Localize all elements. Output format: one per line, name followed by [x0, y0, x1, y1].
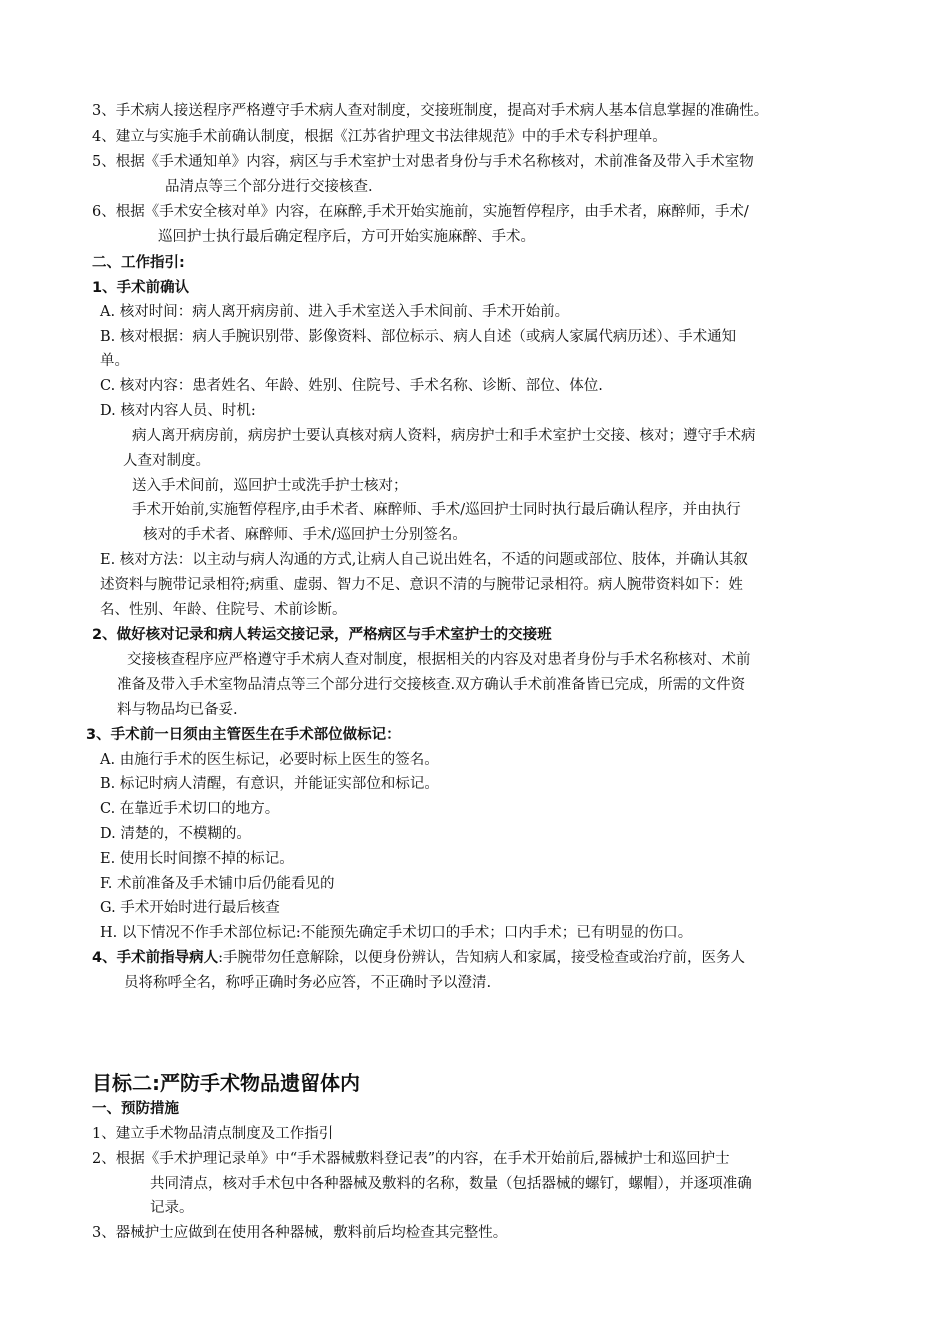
goal-2-heading: 目标二:严防手术物品遗留体内	[92, 1071, 360, 1095]
sec1-b-line1: B. 核对根据：病人手腕识别带、影像资料、部位标示、病人自述（或病人家属代病历述）、手术通知	[100, 329, 737, 345]
sec1-e-line1: E. 核对方法：以主动与病人沟通的方式,让病人自己说出姓名，不适的问题或部位、肢体，并确认其叙	[100, 552, 748, 568]
item-5-line2: 品清点等三个部分进行交接核查.	[165, 179, 373, 195]
section-4-line1	[92, 948, 745, 968]
measure-2-line1: 2、根据《手术护理记录单》中“手术器械敷料登记表”的内容，在手术开始前后,器械护士和巡回护士	[92, 1151, 730, 1167]
sec1-b-line2: 单。	[100, 353, 129, 369]
section-4-text: :手腕带勿任意解除，以便身份辨认，告知病人和家属，接受检查或治疗前，医务人	[218, 950, 745, 966]
sec1-d1-line1: 病人离开病房前，病房护士要认真核对病人资料，病房护士和手术室护士交接、核对；遵守手术病	[132, 428, 756, 444]
sec1-d1-line2: 人查对制度。	[123, 453, 210, 469]
sec3-item: A. 由施行手术的医生标记，必要时标上医生的签名。	[100, 752, 439, 768]
sec2-line1: 交接核查程序应严格遵守手术病人查对制度，根据相关的内容及对患者身份与手术名称核对、术前	[127, 652, 751, 668]
sec3-item: E. 使用长时间擦不掉的标记。	[100, 851, 294, 867]
item-6-line1: 6、根据《手术安全核对单》内容，在麻醉,手术开始实施前，实施暂停程序，由手术者，麻醉师，手术/	[92, 204, 749, 220]
measure-2-line3: 记录。	[150, 1200, 194, 1216]
sec3-item: G. 手术开始时进行最后核查	[100, 900, 280, 916]
sec2-line3: 料与物品均已备妥.	[117, 702, 238, 718]
sec1-d: D. 核对内容人员、时机:	[100, 403, 256, 419]
sec1-d3-line1: 手术开始前,实施暂停程序,由手术者、麻醉师、手术/巡回护士同时执行最后确认程序，并由执行	[132, 502, 741, 518]
section-3-title: 3、手术前一日须由主管医生在手术部位做标记：	[86, 727, 401, 743]
sec1-a: A. 核对时间：病人离开病房前、进入手术室送入手术间前、手术开始前。	[100, 304, 570, 320]
item-6-line2: 巡回护士执行最后确定程序后，方可开始实施麻醉、手术。	[158, 229, 535, 245]
sec1-e-line3: 名、性别、年龄、住院号、术前诊断。	[100, 602, 347, 618]
section-1-title: 1、手术前确认	[92, 280, 190, 296]
sec1-c: C. 核对内容：患者姓名、年龄、姓别、住院号、手术名称、诊断、部位、体位.	[100, 378, 603, 394]
work-guide-title: 二、工作指引:	[92, 255, 185, 271]
measure-1: 1、建立手术物品清点制度及工作指引	[92, 1126, 334, 1142]
sec3-item: H. 以下情况不作手术部位标记:不能预先确定手术切口的手术；口内手术；已有明显的伤口。	[100, 925, 693, 941]
sec2-line2: 准备及带入手术室物品清点等三个部分进行交接核查.双方确认手术前准备皆已完成，所需的文件资	[117, 677, 746, 693]
sec1-e-line2: 述资料与腕带记录相符;病重、虚弱、智力不足、意识不清的与腕带记录相符。病人腕带资料如下：姓	[100, 577, 743, 593]
sec3-item: B. 标记时病人清醒，有意识，并能证实部位和标记。	[100, 776, 439, 792]
sec1-d3-line2: 核对的手术者、麻醉师、手术/巡回护士分别签名。	[143, 527, 467, 543]
sec3-item: D. 清楚的，不模糊的。	[100, 826, 251, 842]
sec3-item: F. 术前准备及手术铺巾后仍能看见的	[100, 876, 335, 892]
measure-2-line2: 共同清点，核对手术包中各种器械及敷料的名称，数量（包括器械的螺钉，螺帽），并逐项准确	[150, 1176, 752, 1192]
section-2-title: 2、做好核对记录和病人转运交接记录，严格病区与手术室护士的交接班	[92, 627, 552, 643]
measure-3: 3、器械护士应做到在使用各种器械，敷料前后均检查其完整性。	[92, 1225, 508, 1241]
item-4: 4、建立与实施手术前确认制度，根据《江苏省护理文书法律规范》中的手术专科护理单。	[92, 129, 667, 145]
item-5-line1: 5、根据《手术通知单》内容，病区与手术室护士对患者身份与手术名称核对，术前准备及带入手术室物	[92, 154, 754, 170]
sec1-d2: 送入手术间前，巡回护士或洗手护士核对；	[132, 478, 408, 494]
section-4-line2: 员将称呼全名，称呼正确时务必应答，不正确时予以澄清.	[124, 975, 492, 991]
sec3-item: C. 在靠近手术切口的地方。	[100, 801, 280, 817]
prevention-title: 一、预防措施	[92, 1101, 179, 1117]
item-3: 3、手术病人接送程序严格遵守手术病人查对制度，交接班制度，提高对手术病人基本信息掌握的准确性。	[92, 103, 769, 119]
section-4-title: 4、手术前指导病人	[92, 950, 219, 966]
